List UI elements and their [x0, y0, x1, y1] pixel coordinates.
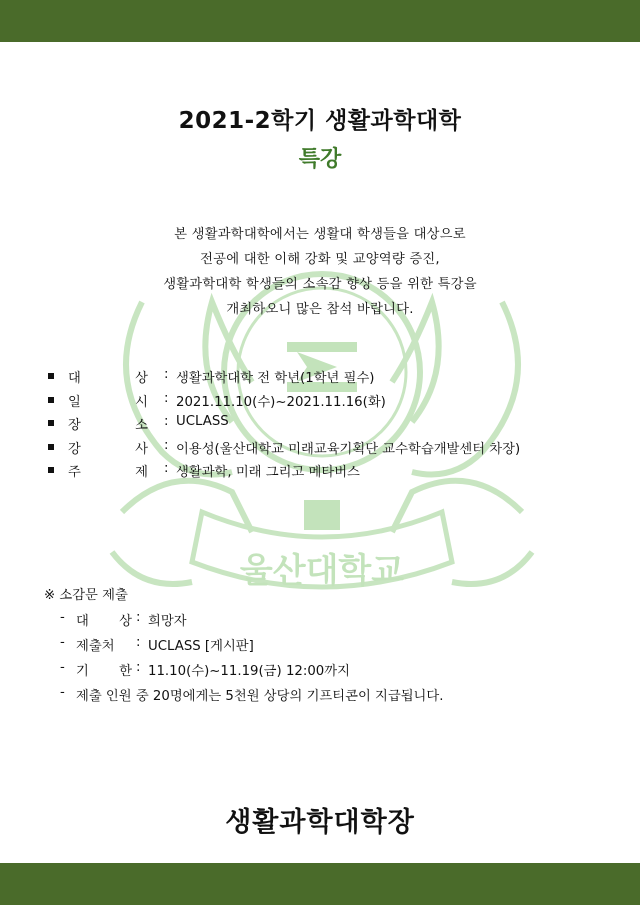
report-item-target: [44, 610, 187, 635]
report-note: 제출 인원 중 20명에게는 5천원 상당의 기프티콘이 지급됩니다.: [76, 689, 444, 704]
info-colon: :: [164, 367, 169, 382]
report-label: 기 한: [76, 664, 132, 679]
info-colon: :: [164, 461, 169, 476]
report-colon: :: [136, 610, 141, 625]
report-colon: :: [136, 635, 141, 650]
info-value: 이용성(울산대학교 미래교육기획단 교수학습개발센터 차장): [176, 441, 521, 457]
bullet-icon: [48, 444, 54, 450]
dash: -: [60, 610, 65, 625]
page-title: 2021-2학기 생활과학대학: [178, 108, 462, 134]
dash: -: [60, 685, 65, 700]
info-label: 대 상: [68, 371, 148, 386]
report-colon: :: [136, 660, 141, 675]
report-value: 11.10(수)~11.19(금) 12:00까지: [148, 664, 350, 679]
info-value: 생활과학대학 전 학년(1학년 필수): [176, 371, 375, 386]
report-item-note: [44, 685, 444, 710]
report-item-deadline: [44, 660, 350, 685]
info-label: 강 사: [68, 441, 148, 457]
info-label: 일 시: [68, 394, 148, 410]
bullet-icon: [48, 397, 54, 403]
info-label: 장 소: [68, 418, 148, 433]
intro-paragraph: [0, 222, 640, 322]
bullet-icon: [48, 373, 54, 379]
report-submission-section: [44, 584, 444, 710]
report-heading: ※ 소감문 제출: [44, 588, 128, 603]
emblem-text: 울산대학교: [239, 551, 405, 591]
intro-line: 생활과학대학 학생들의 소속감 향상 등을 위한 특강을: [163, 277, 477, 292]
bottom-green-bar: [0, 863, 640, 905]
signature-dean: 생활과학대학장: [225, 807, 415, 838]
dash: -: [60, 635, 65, 650]
report-label: 대 상: [76, 614, 132, 629]
bullet-icon: [48, 467, 54, 473]
page-subtitle: 특강: [298, 147, 342, 172]
info-value: 2021.11.10(수)~2021.11.16(화): [176, 394, 386, 410]
info-colon: :: [164, 390, 169, 406]
intro-line: 본 생활과학대학에서는 생활대 학생들을 대상으로: [174, 227, 466, 242]
dash: -: [60, 660, 65, 675]
intro-line: 개최하오니 많은 참석 바랍니다.: [226, 302, 414, 317]
report-label: 제출처: [76, 639, 115, 654]
info-colon: :: [164, 437, 169, 453]
top-green-bar: [0, 0, 640, 42]
report-item-submit-to: [44, 635, 254, 660]
report-value: UCLASS [게시판]: [148, 639, 254, 654]
intro-line: 전공에 대한 이해 강화 및 교양역량 증진,: [200, 252, 440, 267]
info-value: 생활과학, 미래 그리고 메타버스: [176, 465, 360, 480]
info-colon: :: [164, 414, 169, 429]
info-label: 주 제: [68, 465, 148, 480]
report-value: 희망자: [148, 614, 187, 629]
info-value: UCLASS: [176, 414, 229, 429]
bullet-icon: [48, 420, 54, 426]
